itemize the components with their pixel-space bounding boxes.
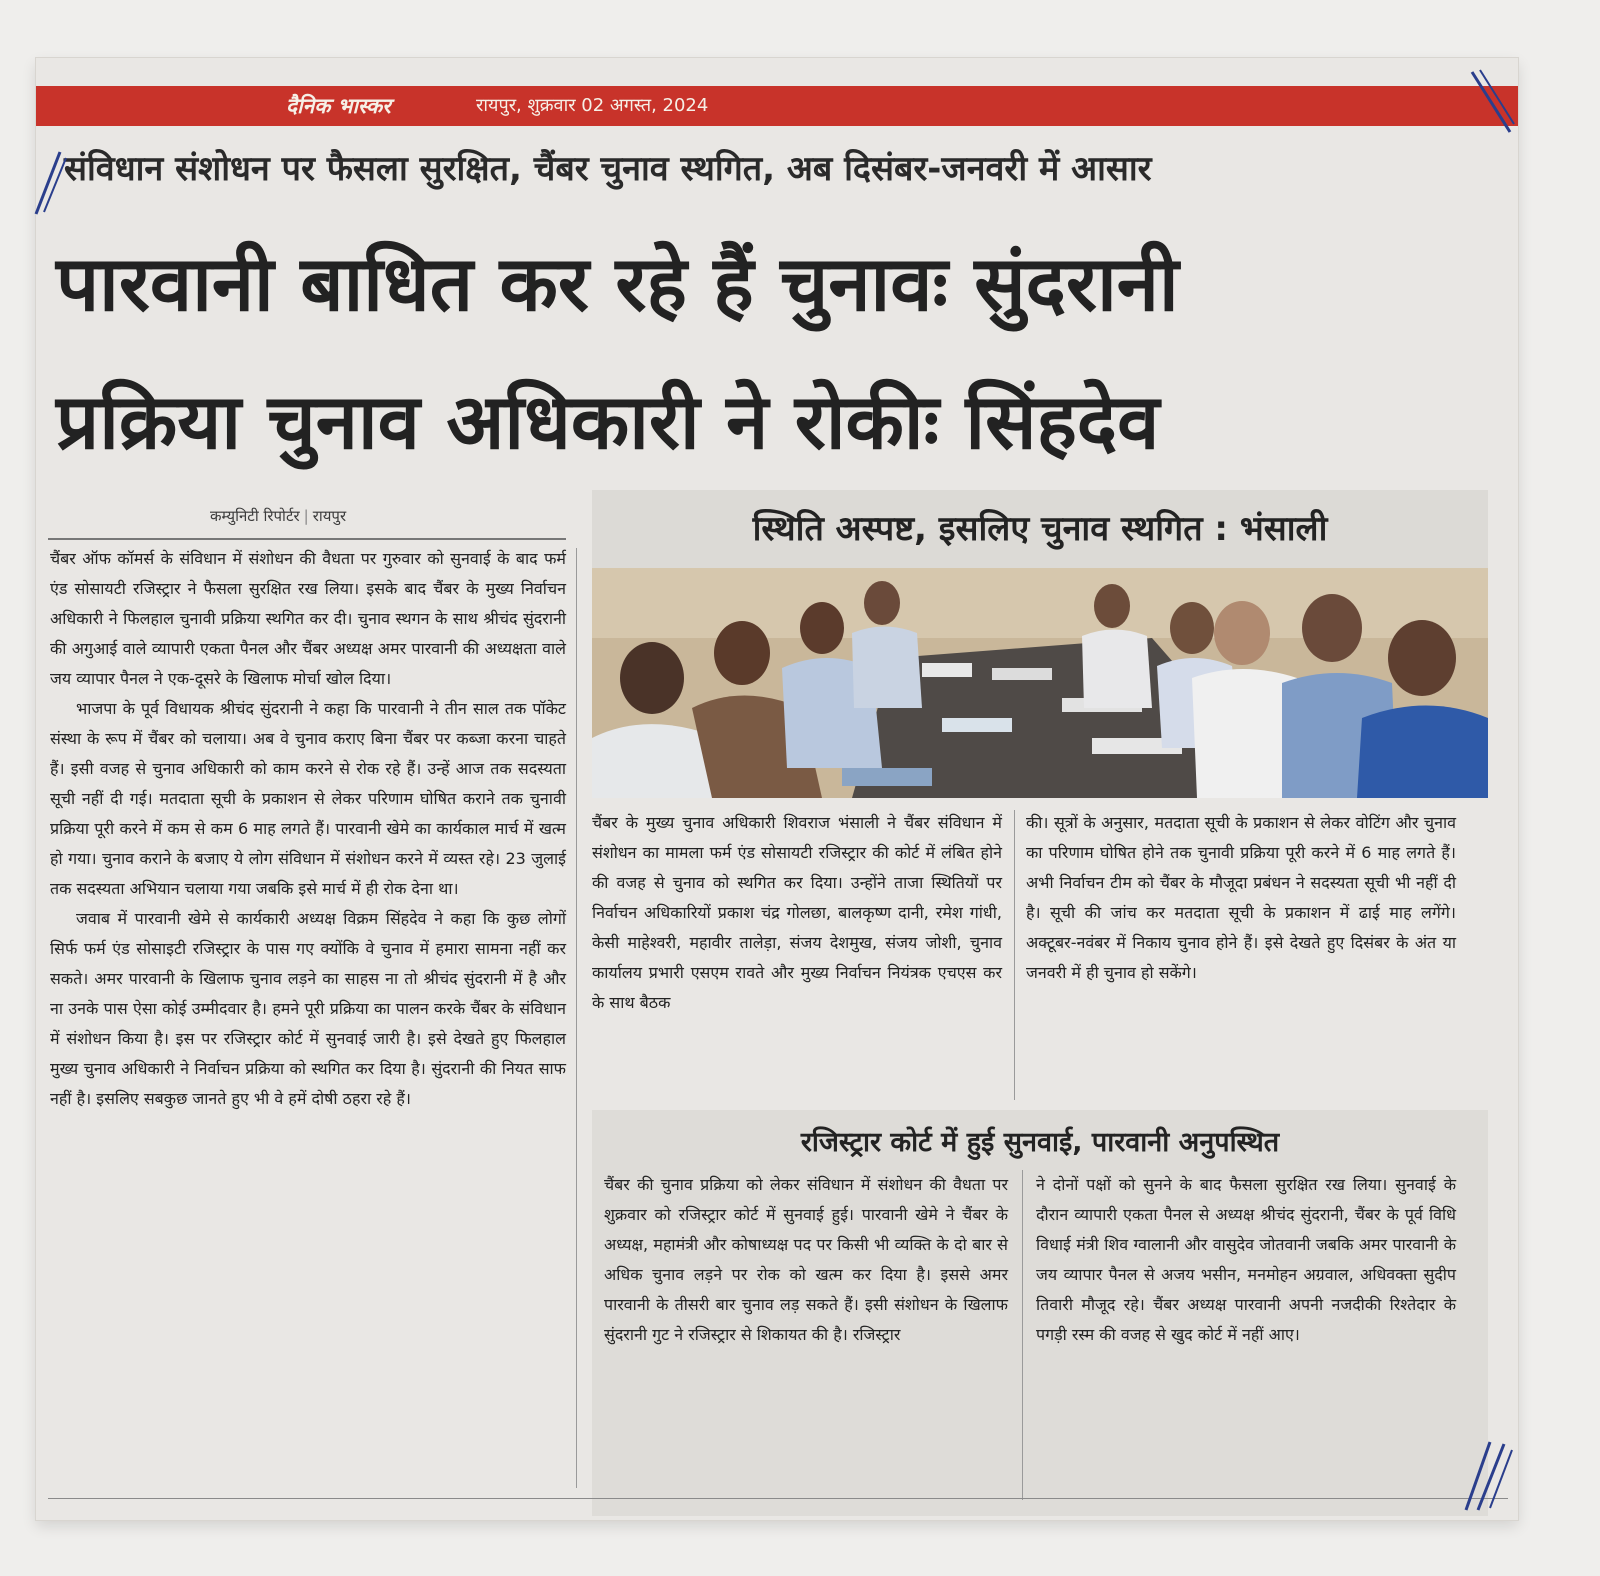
column-divider xyxy=(576,548,577,1488)
column-divider xyxy=(1014,810,1015,1100)
pen-mark-bottom-right xyxy=(1456,1438,1516,1514)
byline-place: रायपुर xyxy=(312,507,347,525)
bhansali-column-2: की। सूत्रों के अनुसार, मतदाता सूची के प्रकाशन से लेकर वोटिंग और चुनाव का परिणाम घोषित होने तक चुनावी प्रक्रिया पूरी करने में 6 माह लगते हैं। अभी निर्वाचन टीम को चैंबर के मौजूदा प्रबंधन ने सदस्यता सूची भी नहीं दी है। सूची की जांच कर मतदाता सूची के प्रकाशन में ढाई माह लगेंगे। अक्टूबर-नवंबर में निकाय चुनाव होने हैं। इसे देखते हुए दिसंबर के अंत या जनवरी में ही चुनाव हो सकेंगे। xyxy=(1026,813,1456,982)
main-story-paragraph-2: भाजपा के पूर्व विधायक श्रीचंद सुंदरानी ने कहा कि पारवानी ने तीन साल तक पॉकेट संस्था के रूप में चैंबर को चलाया। अब वे चुनाव कराए बिना चैंबर पर कब्जा करना चाहते हैं। इसी वजह से चुनाव अधिकारी को काम करने से रोक रहे हैं। उन्हें आज तक सदस्यता सूची नहीं दी गई। मतदाता सूची के प्रकाशन से लेकर परिणाम घोषित कराने तक चुनावी प्रक्रिया पूरी करने में कम से कम 6 माह लगते हैं। पारवानी खेमे का कार्यकाल मार्च में खत्म हो गया। चुनाव कराने के बजाए ये लोग संविधान में संशोधन करने में व्यस्त रहे। 23 जुलाई तक सदस्यता अभियान चलाया गया जबकि इसे मार्च में ही रोक देना था। xyxy=(50,699,566,898)
registrar-column-2: ने दोनों पक्षों को सुनने के बाद फैसला सुरक्षित रख लिया। सुनवाई के दौरान व्यापारी एकता पैनल से अध्यक्ष श्रीचंद सुंदरानी, चैंबर के पूर्व विधि विधाई मंत्री शिव ग्वालानी और वासुदेव जोतवानी जबकि अमर पारवानी के जय व्यापार पैनल से अजय भसीन, मनमोहन अग्रवाल, अधिवक्ता सुदीप तिवारी मौजूद रहे। चैंबर अध्यक्ष पारवानी अपनी नजदीकी रिश्तेदार के पगड़ी रस्म की वजह से खुद कोर्ट में नहीं आए। xyxy=(1036,1175,1456,1344)
masthead-bar xyxy=(36,86,1518,126)
byline-separator: | xyxy=(303,507,309,525)
byline xyxy=(210,506,346,526)
byline-reporter: कम्युनिटी रिपोर्टर xyxy=(210,507,300,525)
meeting-photo xyxy=(592,568,1488,798)
main-headline-line-1: पारवानी बाधित कर रहे हैं चुनावः सुंदरानी xyxy=(56,239,1179,328)
bottom-rule xyxy=(48,1498,1508,1499)
newspaper-clipping xyxy=(36,58,1518,1520)
main-story-paragraph-3: जवाब में पारवानी खेमे से कार्यकारी अध्यक्ष विक्रम सिंहदेव ने कहा कि कुछ लोगों सिर्फ फर्म एंड सोसाइटी रजिस्ट्रार के पास गए क्योंकि वे चुनाव में हमारा सामना नहीं कर सकते। अमर पारवानी के खिलाफ चुनाव लड़ने का साहस ना तो श्रीचंद सुंदरानी में है और ना उनके पास ऐसा कोई उम्मीदवार है। हमने पूरी प्रक्रिया का पालन करके चैंबर के संविधान में संशोधन किया है। इस पर रजिस्ट्रार कोर्ट में सुनवाई जारी है। इसे देखते हुए फिलहाल मुख्य चुनाव अधिकारी ने निर्वाचन प्रक्रिया को स्थगित कर दिया है। सुंदरानी की नियत साफ नहीं है। इसलिए सबकुछ जानते हुए भी वे हमें दोषी ठहरा रहे हैं। xyxy=(50,909,566,1108)
bhansali-column-1: चैंबर के मुख्य चुनाव अधिकारी शिवराज भंसाली ने चैंबर संविधान में संशोधन का मामला फर्म एंड सोसायटी रजिस्ट्रार की कोर्ट में लंबित होने की वजह से चुनाव को स्थगित कर दिया। उन्होंने ताजा स्थितियों पर निर्वाचन अधिकारियों प्रकाश चंद्र गोलछा, बालकृष्ण दानी, रमेश गांधी, केसी माहेश्वरी, महावीर तालेड़ा, संजय देशमुख, संजय जोशी, चुनाव कार्यालय प्रभारी एसएम रावते और मुख्य निर्वाचन नियंत्रक एचएस कर के साथ बैठक xyxy=(592,813,1002,1012)
byline-rule xyxy=(48,538,566,540)
pen-mark-top-left xyxy=(30,148,70,218)
subhead-registrar: रजिस्ट्रार कोर्ट में हुई सुनवाई, पारवानी अनुपस्थित xyxy=(800,1127,1280,1158)
kicker-headline: संविधान संशोधन पर फैसला सुरक्षित, चैंबर चुनाव स्थगित, अब दिसंबर-जनवरी में आसार xyxy=(64,149,1152,189)
main-story-column xyxy=(50,544,566,1114)
main-headline-line-2: प्रक्रिया चुनाव अधिकारी ने रोकीः सिंहदेव xyxy=(56,377,1160,466)
subhead-bhansali: स्थिति अस्पष्ट, इसलिए चुनाव स्थगित : भंसाली xyxy=(752,509,1328,549)
pen-mark-top-right xyxy=(1466,68,1516,138)
dateline: रायपुर, शुक्रवार 02 अगस्त, 2024 xyxy=(476,95,709,116)
column-divider xyxy=(1022,1170,1023,1500)
main-story-paragraph-1: चैंबर ऑफ कॉमर्स के संविधान में संशोधन की वैधता पर गुरुवार को सुनवाई के बाद फर्म एंड सोसायटी रजिस्ट्रार ने फैसला सुरक्षित रख लिया। इसके बाद चैंबर के मुख्य निर्वाचन अधिकारी ने फिलहाल चुनावी प्रक्रिया स्थगित कर दी। चुनाव स्थगन के साथ श्रीचंद सुंदरानी की अगुआई वाले व्यापारी एकता पैनल और चैंबर अध्यक्ष अमर पारवानी की अध्यक्षता वाले जय व्यापार पैनल ने एक-दूसरे के खिलाफ मोर्चा खोल दिया। xyxy=(50,549,566,688)
registrar-column-1: चैंबर की चुनाव प्रक्रिया को लेकर संविधान में संशोधन की वैधता पर शुक्रवार को रजिस्ट्रार कोर्ट में सुनवाई हुई। पारवानी खेमे ने चैंबर के अध्यक्ष, महामंत्री और कोषाध्यक्ष पद पर किसी भी व्यक्ति के दो बार से अधिक चुनाव लड़ने पर रोक को खत्म कर दिया है। इससे अमर पारवानी के तीसरी बार चुनाव लड़ सकते हैं। इसी संशोधन के खिलाफ सुंदरानी गुट ने रजिस्ट्रार से शिकायत की है। रजिस्ट्रार xyxy=(604,1175,1008,1344)
newspaper-brand: दैनिक भास्कर xyxy=(286,94,391,118)
